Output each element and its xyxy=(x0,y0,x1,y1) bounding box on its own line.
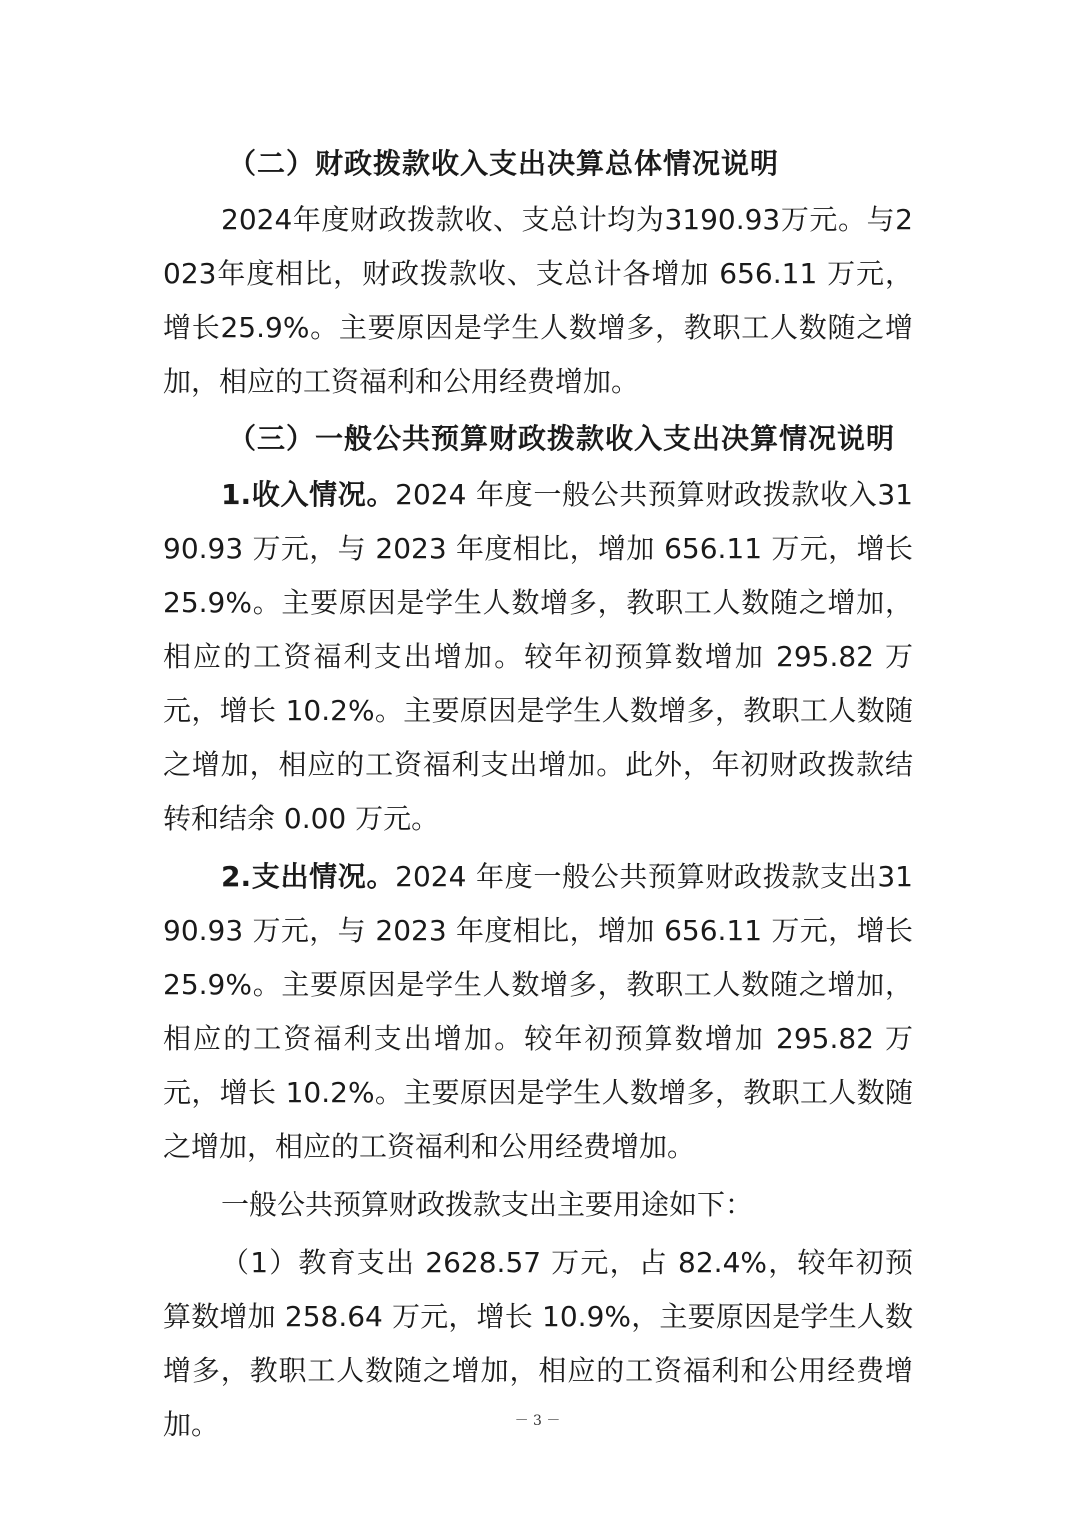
income-paragraph xyxy=(163,468,913,846)
section-3-heading: （三）一般公共预算财政拨款收入支出决算情况说明 xyxy=(228,422,896,455)
expense-text: 2024 年度一般公共预算财政拨款支出3190.93 万元，与 2023 年度相比，增加 656.11 万元，增长25.9%。主要原因是学生人数增多，教职工人数随之增加，相应的工资福利支出增加。较年初预算数增加 295.82 万元，增长 10.2%。主要原因是学生人数增多，教职工人数随之增加，相应的工资福利和公用经费增加。 xyxy=(163,860,914,1163)
page-number: － 3 － xyxy=(514,1413,561,1429)
income-text: 2024 年度一般公共预算财政拨款收入3190.93 万元，与 2023 年度相比，增加 656.11 万元，增长25.9%。主要原因是学生人数增多，教职工人数随之增加，相应的工资福利支出增加。较年初预算数增加 295.82 万元，增长 10.2%。主要原因是学生人数增多，教职工人数随之增加，相应的工资福利支出增加。此外，年初财政拨款结转和结余 0.00 万元。 xyxy=(163,478,914,835)
income-lead: 1.收入情况。 xyxy=(221,478,396,511)
expense-paragraph xyxy=(163,850,913,1174)
expense-lead: 2.支出情况。 xyxy=(221,860,396,893)
section-2-paragraph: 2024年度财政拨款收、支总计均为3190.93万元。与2023年度相比，财政拨款收、支总计各增加 656.11 万元，增长25.9%。主要原因是学生人数增多，教职工人数随之增加，相应的工资福利和公用经费增加。 xyxy=(163,203,913,398)
uses-intro: 一般公共预算财政拨款支出主要用途如下： xyxy=(221,1188,754,1221)
page-content xyxy=(163,138,913,1456)
education-expense-item: （1）教育支出 2628.57 万元，占 82.4%，较年初预算数增加 258.64 万元，增长 10.9%，主要原因是学生人数增多，教职工人数随之增加，相应的工资福利和公用经费增加。 xyxy=(163,1246,913,1441)
section-2-heading: （二）财政拨款收入支出决算总体情况说明 xyxy=(228,147,780,180)
